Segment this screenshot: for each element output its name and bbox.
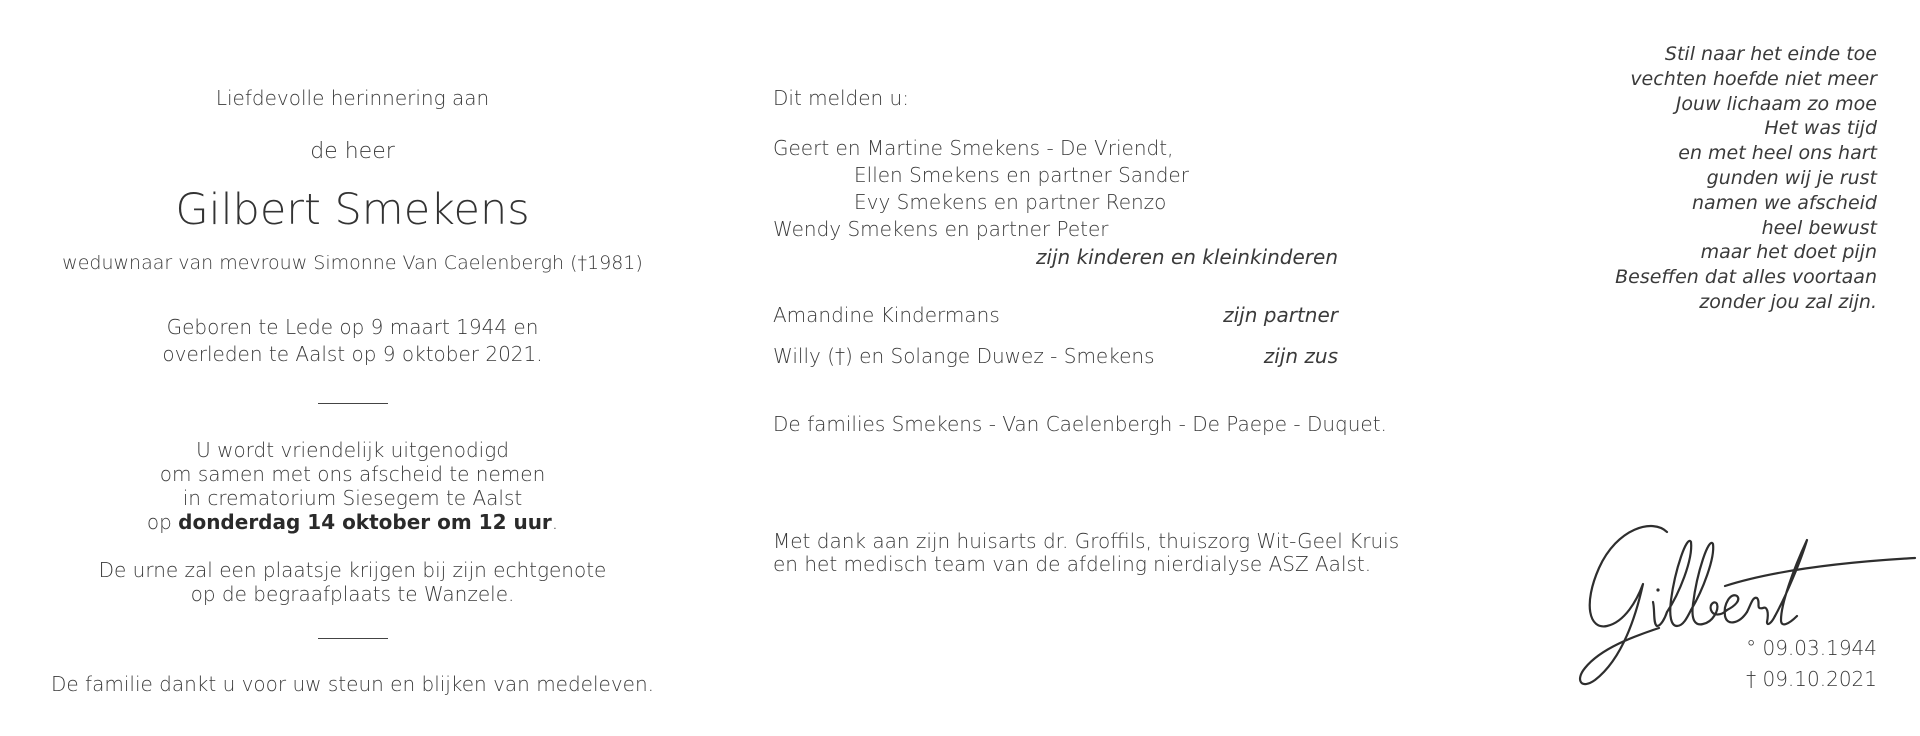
poem-line: vechten hoefde niet meer xyxy=(1630,67,1877,90)
died-line: overleden te Aalst op 9 oktober 2021. xyxy=(162,342,543,366)
poem xyxy=(1615,42,1877,315)
salutation: de heer xyxy=(310,139,395,164)
poem-line: Beseffen dat alles voortaan xyxy=(1615,266,1877,289)
poem-line: en met heel ons hart xyxy=(1678,142,1877,165)
gratitude-line-1: Met dank aan zijn huisarts dr. Groffils, thuiszorg Wit-Geel Kruis xyxy=(773,529,1400,553)
gratitude-line-2: en het medisch team van de afdeling nierdialyse ASZ Aalst. xyxy=(773,552,1372,576)
ceremony-date: donderdag 14 oktober om 12 uur xyxy=(178,510,552,534)
partner-name: Amandine Kindermans xyxy=(773,303,1000,327)
families-line: De families Smekens - Van Caelenbergh - De Paepe - Duquet. xyxy=(773,412,1387,436)
child-3: Evy Smekens en partner Renzo xyxy=(854,190,1167,214)
invite-line-3: in crematorium Siesegem te Aalst xyxy=(182,486,523,510)
death-date: † 09.10.2021 xyxy=(1746,667,1877,691)
urn-line-1: De urne zal een plaatsje krijgen bij zijn echtgenote xyxy=(98,558,607,582)
sister-name: Willy (†) en Solange Duwez - Smekens xyxy=(773,344,1155,368)
partner-role: zijn partner xyxy=(1223,303,1338,327)
life-dates xyxy=(1746,633,1877,695)
urn-line-2: op de begraafplaats te Wanzele. xyxy=(190,582,515,606)
born-line: Geboren te Lede op 9 maart 1944 en xyxy=(166,315,539,339)
invite-line-1: U wordt vriendelijk uitgenodigd xyxy=(196,438,509,462)
poem-line: Het was tijd xyxy=(1764,117,1877,140)
family-thanks: De familie dankt u voor uw steun en blijken van medeleven. xyxy=(50,672,655,696)
poem-line: namen we afscheid xyxy=(1692,191,1877,214)
poem-line: heel bewust xyxy=(1761,216,1877,239)
child-2: Ellen Smekens en partner Sander xyxy=(854,163,1189,187)
birth-date: ° 09.03.1944 xyxy=(1746,636,1877,660)
poem-line: Stil naar het einde toe xyxy=(1664,43,1877,65)
poem-line: Jouw lichaam zo moe xyxy=(1675,92,1877,115)
child-4: Wendy Smekens en partner Peter xyxy=(773,217,1109,241)
children-role: zijn kinderen en kleinkinderen xyxy=(1035,245,1338,269)
poem-line: maar het doet pijn xyxy=(1700,241,1877,264)
invite-prefix: op xyxy=(146,510,179,534)
announce-line: Dit melden u: xyxy=(773,86,909,110)
poem-line: zonder jou zal zijn. xyxy=(1699,290,1877,313)
invite-line-2: om samen met ons afscheid te nemen xyxy=(159,462,546,486)
divider-bottom xyxy=(318,638,388,639)
deceased-name: Gilbert Smekens xyxy=(175,185,530,235)
intro-text: Liefdevolle herinnering aan xyxy=(215,86,490,110)
poem-line: gunden wij je rust xyxy=(1706,166,1877,189)
sister-role: zijn zus xyxy=(1263,344,1338,368)
invite-suffix: . xyxy=(551,510,559,534)
widower-line: weduwnaar van mevrouw Simonne Van Caelenbergh (†1981) xyxy=(62,252,643,274)
divider-top xyxy=(318,403,388,404)
child-1: Geert en Martine Smekens - De Vriendt, xyxy=(773,136,1174,160)
invite-line-4 xyxy=(40,510,665,534)
